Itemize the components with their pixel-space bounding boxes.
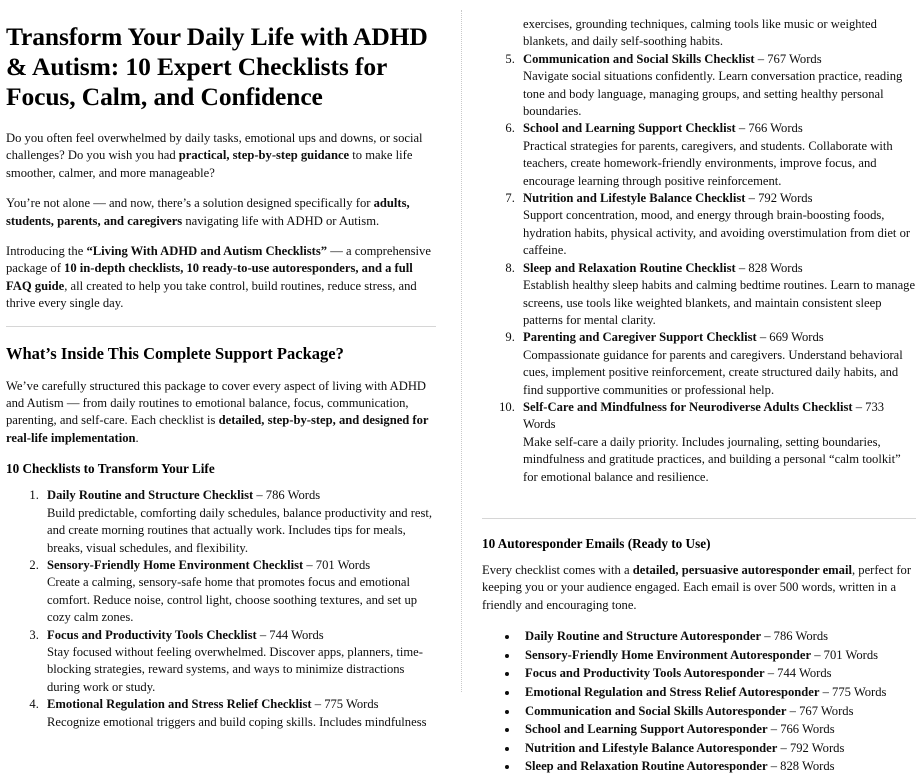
list-item <box>518 260 916 330</box>
list-item <box>518 329 916 399</box>
checklist-description: Practical strategies for parents, caregivers, and students. Collaborate with teachers, create homework-friendly environments, improve focus, and encourage learning through positive reinforcement. <box>523 138 893 188</box>
checklist-description: Recognize emotional triggers and build coping skills. Includes mindfulness <box>47 714 427 729</box>
list-item <box>42 696 435 731</box>
section-heading-whats-inside: What’s Inside This Complete Support Package? <box>6 343 344 363</box>
checklist-title: School and Learning Support Checklist <box>523 121 736 136</box>
page-title: Transform Your Daily Life with ADHD & Autism: 10 Expert Checklists for Focus, Calm, and Confidence <box>6 22 428 111</box>
list-item <box>519 646 916 665</box>
checklist-word-count: – 786 Words <box>256 488 321 503</box>
list-item <box>519 683 916 702</box>
autoresponder-word-count: – 775 Words <box>822 684 887 699</box>
section-spacer <box>482 486 916 512</box>
checklist-title: Focus and Productivity Tools Checklist <box>47 627 257 642</box>
autoresponder-title: Sleep and Relaxation Routine Autoresponder <box>525 759 768 774</box>
checklist-description: Make self-care a daily priority. Includes journaling, setting boundaries, mindfulness and gratitude practices, and building a personal “calm toolkit” for emotional balance and resilience. <box>523 434 901 484</box>
checklist-list-right <box>482 51 916 486</box>
autoresponder-title: Nutrition and Lifestyle Balance Autoresponder <box>525 740 778 755</box>
checklist-description: Support concentration, mood, and energy through brain-boosting foods, hydration habits, physical activity, and avoiding overstimulation from diet or caffeine. <box>523 208 911 258</box>
checklist-word-count: – 701 Words <box>306 557 371 572</box>
intro-paragraph: You’re not alone — and now, there’s a solution designed specifically for adults, students, parents, and caregivers navigating life with ADHD or Autism. <box>6 196 410 228</box>
list-item <box>518 190 916 260</box>
intro-paragraphs <box>6 130 435 313</box>
list-item <box>519 702 916 721</box>
checklist-title: Parenting and Caregiver Support Checklist <box>523 330 757 345</box>
autoresponder-word-count: – 792 Words <box>780 740 845 755</box>
checklist-title: Communication and Social Skills Checklist <box>523 51 755 66</box>
checklist-description: Compassionate guidance for parents and caregivers. Understand behavioral cues, implement positive reinforcement, create structured daily habits, and find supportive communities or professional help. <box>523 347 903 397</box>
autoresponder-word-count: – 744 Words <box>767 666 832 681</box>
checklist-word-count: – 669 Words <box>759 330 824 345</box>
checklist-list-left <box>6 487 435 731</box>
list-item <box>518 120 916 190</box>
list-item <box>518 51 916 121</box>
autoresponder-word-count: – 786 Words <box>764 629 829 644</box>
column-divider <box>461 10 462 692</box>
left-column <box>0 0 455 729</box>
list-item <box>519 627 916 646</box>
list-item <box>42 557 435 627</box>
checklist-description: Navigate social situations confidently. Learn conversation practice, reading tone and body language, managing groups, and setting healthy personal boundaries. <box>523 69 903 119</box>
right-column <box>470 0 924 774</box>
checklist-title: Self-Care and Mindfulness for Neurodiverse Adults Checklist <box>523 399 853 414</box>
list-item <box>42 487 435 557</box>
autoresponder-title: School and Learning Support Autoresponder <box>525 722 768 737</box>
checklist-description: Create a calming, sensory-safe home that promotes focus and emotional comfort. Reduce noise, control light, choose soothing textures, and set up cozy calm zones. <box>47 575 418 625</box>
section-divider <box>6 326 436 327</box>
autoresponder-list <box>482 627 916 776</box>
subheading-10-checklists: 10 Checklists to Transform Your Life <box>6 461 215 477</box>
whats-inside-paragraph: We’ve carefully structured this package to cover every aspect of living with ADHD and Autism — from daily routines to emotional balance, focus, communication, parenting, and self-care. Each checklist is detailed, step-by-step, and designed for real-life implementation. <box>6 378 429 445</box>
autoresponder-title: Daily Routine and Structure Autoresponder <box>525 629 762 644</box>
intro-paragraph: Introducing the “Living With ADHD and Autism Checklists” — a comprehensive package of 10 in-depth checklists, 10 ready-to-use autoresponders, and a full FAQ guide, all created to help you take control, build routines, reduce stress, and thrive every single day. <box>6 244 431 311</box>
list-item <box>519 664 916 683</box>
checklist-description-continued: exercises, grounding techniques, calming tools like music or weighted blankets, and daily self-soothing habits. <box>523 17 877 49</box>
autoresponders-paragraph: Every checklist comes with a detailed, persuasive autoresponder email, perfect for keeping you or your audience engaged. Each email is over 500 words, written in a friendly and encouraging tone. <box>482 562 912 612</box>
section-heading-autoresponders: 10 Autoresponder Emails (Ready to Use) <box>482 535 711 551</box>
autoresponder-word-count: – 828 Words <box>770 759 835 774</box>
checklist-word-count: – 775 Words <box>314 697 379 712</box>
autoresponder-word-count: – 766 Words <box>770 722 835 737</box>
checklist-word-count: – 766 Words <box>738 121 803 136</box>
autoresponder-title: Communication and Social Skills Autoresponder <box>525 703 787 718</box>
checklist-description: Stay focused without feeling overwhelmed. Discover apps, planners, time-blocking strategies, reward systems, and ways to minimize distractions during work or study. <box>47 644 423 694</box>
list-item <box>519 739 916 758</box>
list-item <box>518 399 916 486</box>
autoresponder-word-count: – 701 Words <box>814 647 879 662</box>
list-item <box>42 627 435 697</box>
list-item <box>519 757 916 776</box>
checklist-title: Sensory-Friendly Home Environment Checklist <box>47 557 304 572</box>
intro-paragraph: Do you often feel overwhelmed by daily tasks, emotional ups and downs, or social challenges? Do you wish you had practical, step-by-step guidance to make life smoother, calmer, and more manageable? <box>6 131 423 180</box>
checklist-word-count: – 733 Words <box>523 399 885 432</box>
checklist-title: Sleep and Relaxation Routine Checklist <box>523 260 736 275</box>
checklist-title: Nutrition and Lifestyle Balance Checklist <box>523 191 746 206</box>
autoresponder-title: Focus and Productivity Tools Autoresponder <box>525 666 765 681</box>
section-divider <box>482 518 916 519</box>
autoresponder-word-count: – 767 Words <box>789 703 854 718</box>
checklist-title: Emotional Regulation and Stress Relief Checklist <box>47 697 312 712</box>
checklist-word-count: – 767 Words <box>757 51 822 66</box>
checklist-word-count: – 792 Words <box>748 191 813 206</box>
checklist-word-count: – 744 Words <box>259 627 324 642</box>
autoresponder-title: Emotional Regulation and Stress Relief Autoresponder <box>525 684 820 699</box>
checklist-description: Build predictable, comforting daily schedules, balance productivity and rest, and create morning routines that actually work. Includes tips for meals, breaks, visual schedules, and flexibility. <box>47 505 433 555</box>
autoresponder-title: Sensory-Friendly Home Environment Autoresponder <box>525 647 812 662</box>
checklist-description: Establish healthy sleep habits and calming bedtime routines. Learn to manage screens, use tools like weighted blankets, and maintain consistent sleep patterns for mental clarity. <box>523 278 916 327</box>
checklist-word-count: – 828 Words <box>738 260 803 275</box>
list-item <box>519 720 916 739</box>
checklist-title: Daily Routine and Structure Checklist <box>47 488 254 503</box>
